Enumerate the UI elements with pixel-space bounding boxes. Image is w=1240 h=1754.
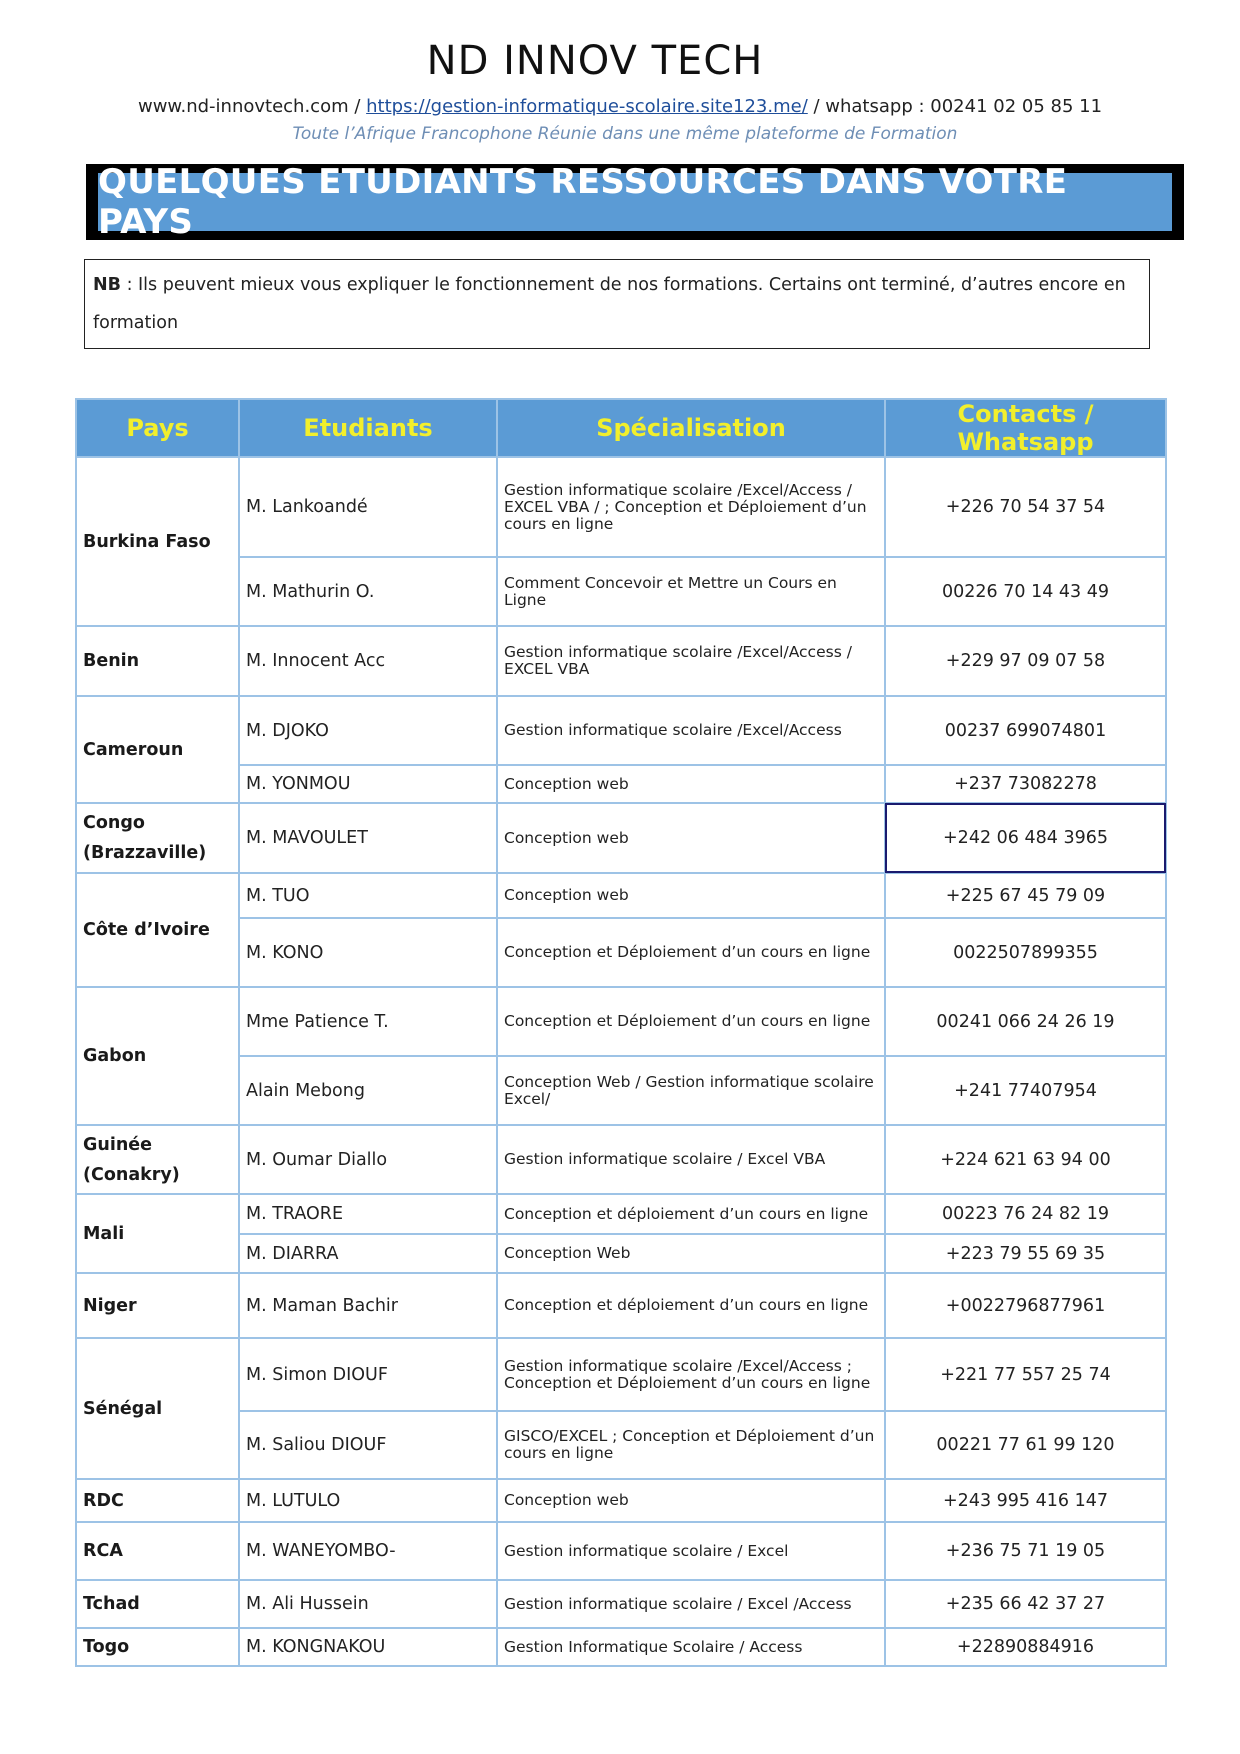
table-row (76, 626, 1166, 696)
contact-cell: +0022796877961 (885, 1273, 1166, 1338)
table-row (76, 696, 1166, 765)
student-cell: M. MAVOULET (239, 803, 497, 873)
student-cell: M. Saliou DIOUF (239, 1411, 497, 1479)
note-box (84, 259, 1150, 349)
page-title: ND INNOV TECH (426, 38, 764, 84)
country-cell: Mali (76, 1194, 239, 1273)
specialisation-cell: Conception web (497, 1479, 885, 1522)
country-cell: Benin (76, 626, 239, 696)
student-cell: M. KONGNAKOU (239, 1628, 497, 1666)
contact-cell: +223 79 55 69 35 (885, 1234, 1166, 1273)
contact-links (0, 96, 1240, 117)
specialisation-cell: Conception web (497, 873, 885, 918)
specialisation-cell: Gestion informatique scolaire /Excel/Access ; Conception et Déploiement d’un cours en ligne (497, 1338, 885, 1411)
specialisation-cell: Comment Concevoir et Mettre un Cours en Ligne (497, 557, 885, 626)
table-row (76, 1194, 1166, 1234)
country-cell: Togo (76, 1628, 239, 1666)
tagline: Toute l’Afrique Francophone Réunie dans une même plateforme de Formation (292, 124, 958, 144)
country-cell: RDC (76, 1479, 239, 1522)
specialisation-cell: Conception et déploiement d’un cours en ligne (497, 1194, 885, 1234)
contact-cell: 00226 70 14 43 49 (885, 557, 1166, 626)
site-link[interactable]: https://gestion-informatique-scolaire.site123.me/ (366, 96, 808, 117)
note-text: : Ils peuvent mieux vous expliquer le fonctionnement de nos formations. Certains ont terminé, d’autres encore en formation (93, 275, 1126, 333)
table-row (76, 1338, 1166, 1411)
student-cell: M. Simon DIOUF (239, 1338, 497, 1411)
specialisation-cell: Conception web (497, 803, 885, 873)
students-table (75, 398, 1167, 1667)
contact-cell: +242 06 484 3965 (885, 803, 1166, 873)
student-cell: M. DIARRA (239, 1234, 497, 1273)
student-cell: M. Innocent Acc (239, 626, 497, 696)
contact-cell: +229 97 09 07 58 (885, 626, 1166, 696)
contact-cell: +221 77 557 25 74 (885, 1338, 1166, 1411)
specialisation-cell: GISCO/EXCEL ; Conception et Déploiement d’un cours en ligne (497, 1411, 885, 1479)
specialisation-cell: Gestion informatique scolaire / Excel (497, 1522, 885, 1580)
table-row (76, 1479, 1166, 1522)
specialisation-cell: Conception Web (497, 1234, 885, 1273)
country-cell: Guinée (Conakry) (76, 1125, 239, 1194)
specialisation-cell: Gestion informatique scolaire /Excel/Access (497, 696, 885, 765)
specialisation-cell: Conception et Déploiement d’un cours en ligne (497, 918, 885, 987)
contact-cell: +236 75 71 19 05 (885, 1522, 1166, 1580)
student-cell: M. TRAORE (239, 1194, 497, 1234)
contact-cell: 00221 77 61 99 120 (885, 1411, 1166, 1479)
specialisation-cell: Conception Web / Gestion informatique scolaire Excel/ (497, 1056, 885, 1125)
student-cell: M. TUO (239, 873, 497, 918)
country-cell: RCA (76, 1522, 239, 1580)
table-row (76, 1273, 1166, 1338)
banner-title: QUELQUES ETUDIANTS RESSOURCES DANS VOTRE PAYS (98, 173, 1172, 231)
student-cell: M. WANEYOMBO- (239, 1522, 497, 1580)
country-cell: Cameroun (76, 696, 239, 803)
table-row (76, 1628, 1166, 1666)
table-row (76, 1125, 1166, 1194)
student-cell: M. Oumar Diallo (239, 1125, 497, 1194)
country-cell: Congo (Brazzaville) (76, 803, 239, 873)
header-specialisation: Spécialisation (497, 399, 885, 457)
table-row (76, 557, 1166, 626)
specialisation-cell: Gestion informatique scolaire /Excel/Access / EXCEL VBA / ; Conception et Déploiement d’un cours en ligne (497, 457, 885, 557)
contact-cell: +237 73082278 (885, 765, 1166, 803)
table-row (76, 1580, 1166, 1628)
header-etudiants: Etudiants (239, 399, 497, 457)
specialisation-cell: Gestion informatique scolaire / Excel /Access (497, 1580, 885, 1628)
contact-cell: +243 995 416 147 (885, 1479, 1166, 1522)
contact-cell: +241 77407954 (885, 1056, 1166, 1125)
header-pays: Pays (76, 399, 239, 457)
student-cell: M. Mathurin O. (239, 557, 497, 626)
country-cell: Tchad (76, 1580, 239, 1628)
header-contacts: Contacts / Whatsapp (885, 399, 1166, 457)
whatsapp-text: / whatsapp : 00241 02 05 85 11 (807, 96, 1103, 117)
student-cell: M. Lankoandé (239, 457, 497, 557)
contact-cell: 00241 066 24 26 19 (885, 987, 1166, 1056)
student-cell: M. Maman Bachir (239, 1273, 497, 1338)
table-row (76, 918, 1166, 987)
country-cell: Burkina Faso (76, 457, 239, 626)
table-row (76, 987, 1166, 1056)
table-row (76, 765, 1166, 803)
specialisation-cell: Gestion Informatique Scolaire / Access (497, 1628, 885, 1666)
table-row (76, 1522, 1166, 1580)
table-row (76, 1411, 1166, 1479)
table-row (76, 1234, 1166, 1273)
specialisation-cell: Conception web (497, 765, 885, 803)
country-cell: Sénégal (76, 1338, 239, 1479)
country-cell: Niger (76, 1273, 239, 1338)
table-row (76, 457, 1166, 557)
contact-cell: 00223 76 24 82 19 (885, 1194, 1166, 1234)
contact-cell: +235 66 42 37 27 (885, 1580, 1166, 1628)
website-text: www.nd-innovtech.com (137, 96, 349, 117)
contact-cell: +225 67 45 79 09 (885, 873, 1166, 918)
note-label: NB (93, 275, 121, 295)
banner (86, 164, 1184, 240)
specialisation-cell: Gestion informatique scolaire / Excel VBA (497, 1125, 885, 1194)
student-cell: M. DJOKO (239, 696, 497, 765)
student-cell: Alain Mebong (239, 1056, 497, 1125)
table-row (76, 803, 1166, 873)
separator: / (348, 96, 367, 117)
contact-cell: +224 621 63 94 00 (885, 1125, 1166, 1194)
student-cell: M. Ali Hussein (239, 1580, 497, 1628)
table-header-row (76, 399, 1166, 457)
specialisation-cell: Conception et Déploiement d’un cours en ligne (497, 987, 885, 1056)
student-cell: M. LUTULO (239, 1479, 497, 1522)
country-cell: Gabon (76, 987, 239, 1125)
specialisation-cell: Conception et déploiement d’un cours en ligne (497, 1273, 885, 1338)
contact-cell: +22890884916 (885, 1628, 1166, 1666)
table-row (76, 1056, 1166, 1125)
contact-cell: +226 70 54 37 54 (885, 457, 1166, 557)
contact-cell: 0022507899355 (885, 918, 1166, 987)
student-cell: M. YONMOU (239, 765, 497, 803)
contact-cell: 00237 699074801 (885, 696, 1166, 765)
country-cell: Côte d’Ivoire (76, 873, 239, 987)
table-row (76, 873, 1166, 918)
student-cell: M. KONO (239, 918, 497, 987)
student-cell: Mme Patience T. (239, 987, 497, 1056)
specialisation-cell: Gestion informatique scolaire /Excel/Access / EXCEL VBA (497, 626, 885, 696)
